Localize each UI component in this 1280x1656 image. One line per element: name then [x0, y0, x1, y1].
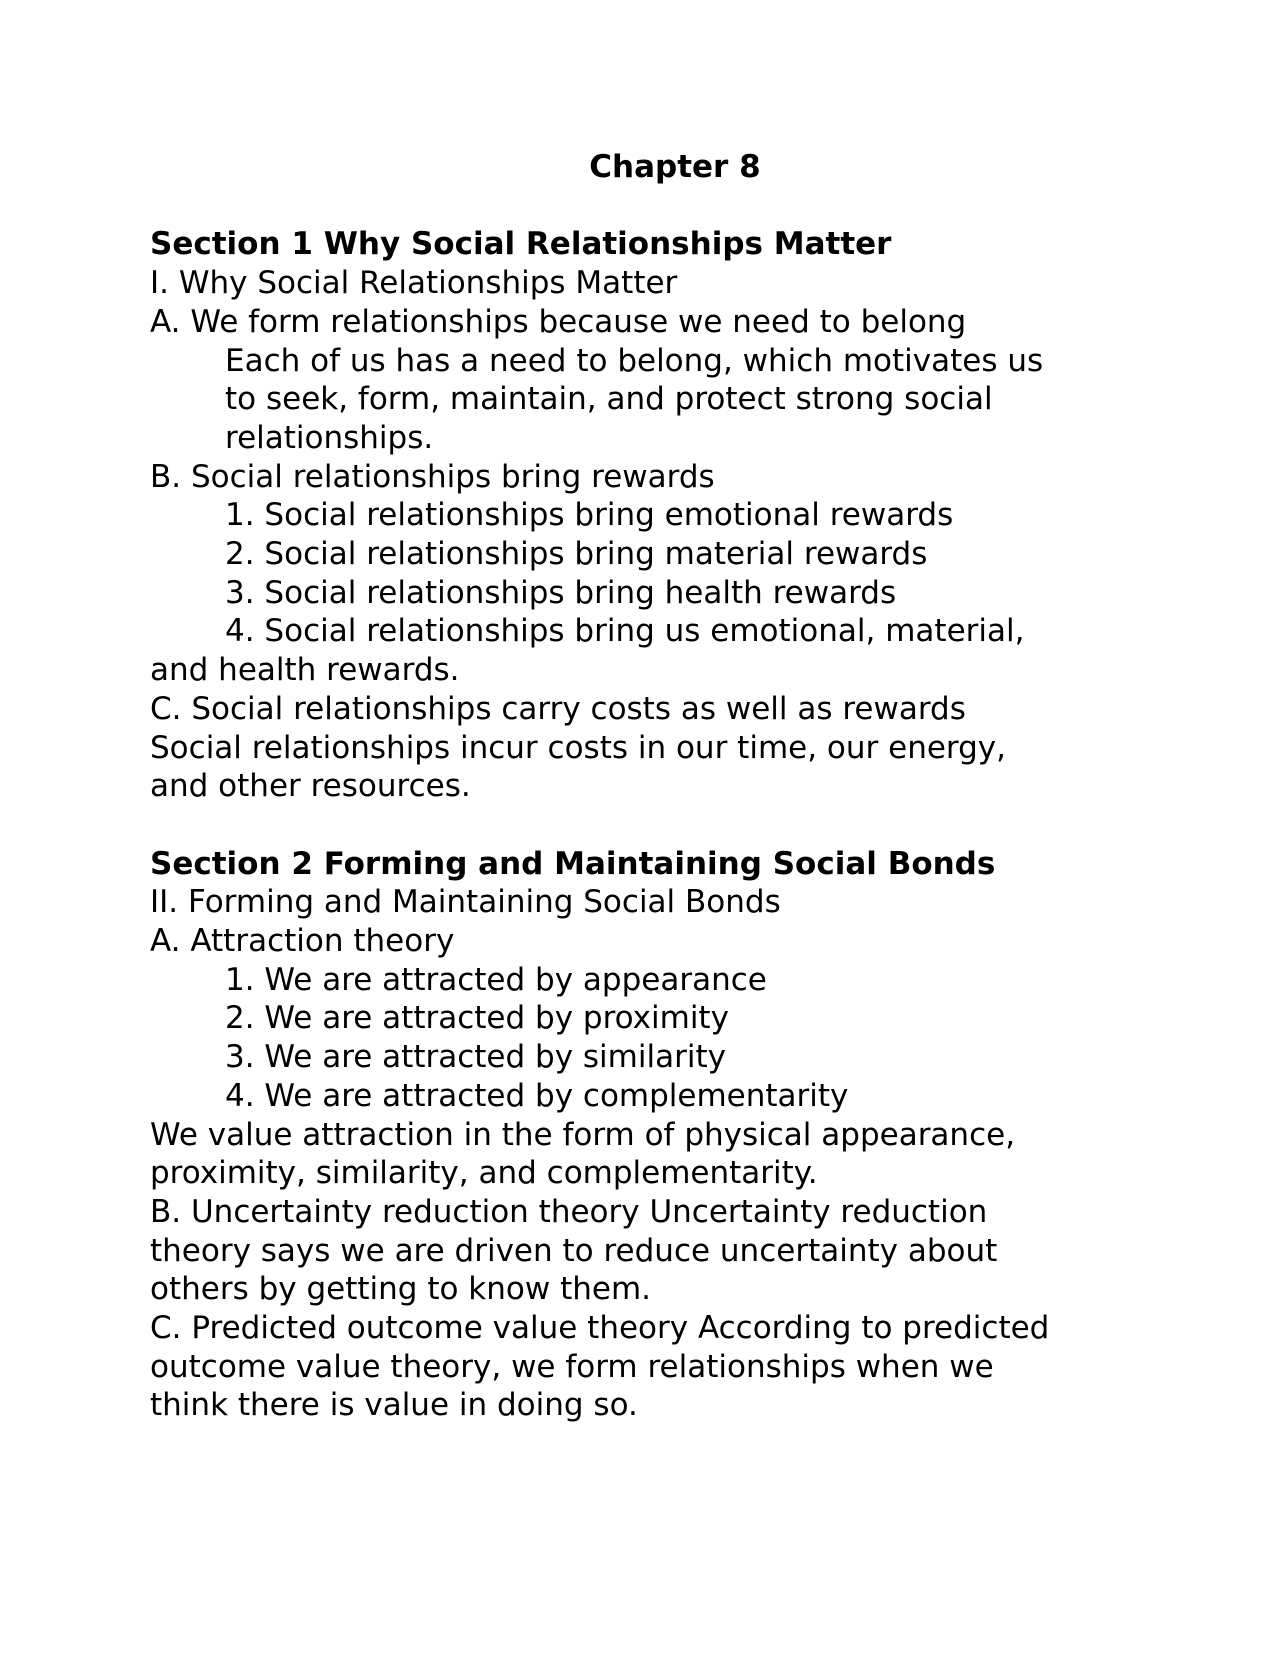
section-1-point-a: A. We form relationships because we need to belong: [150, 303, 967, 340]
document-page: [150, 148, 1140, 1425]
section-2-heading: Section 2 Forming and Maintaining Social Bonds: [150, 845, 996, 882]
section-1-point-b-item: 3. Social relationships bring health rewards: [225, 574, 897, 611]
section-1-heading: Section 1 Why Social Relationships Matter: [150, 226, 892, 263]
section-1-point-a-text: to seek, form, maintain, and protect strong social: [225, 381, 993, 418]
section-1-point-a-text: relationships.: [225, 419, 434, 456]
section-1-outline-title: I. Why Social Relationships Matter: [150, 265, 678, 302]
section-2-outline-title: II. Forming and Maintaining Social Bonds: [150, 884, 781, 921]
section-2-point-a-item: 3. We are attracted by similarity: [225, 1039, 726, 1076]
chapter-title: Chapter 8: [589, 149, 761, 185]
blank-line: [150, 187, 1140, 226]
section-1-point-b: B. Social relationships bring rewards: [150, 458, 715, 495]
section-2-point-c: think there is value in doing so.: [150, 1387, 638, 1424]
section-2-point-b: others by getting to know them.: [150, 1271, 651, 1308]
section-2-point-c: C. Predicted outcome value theory According to predicted: [150, 1310, 1050, 1347]
section-2-point-a-item: 1. We are attracted by appearance: [225, 961, 767, 998]
section-1-point-c-text: Social relationships incur costs in our time, our energy,: [150, 729, 1007, 766]
section-1-point-b-item: 4. Social relationships bring us emotional, material,: [225, 613, 1025, 650]
section-2-point-b: B. Uncertainty reduction theory Uncertainty reduction: [150, 1193, 988, 1230]
section-1-point-b-item-continuation: and health rewards.: [150, 652, 460, 689]
section-1-point-b-item: 2. Social relationships bring material rewards: [225, 536, 928, 573]
section-2-point-a-item: 2. We are attracted by proximity: [225, 1000, 729, 1037]
section-2-point-a-summary: We value attraction in the form of physical appearance,: [150, 1116, 1016, 1153]
blank-line: [150, 806, 1140, 845]
section-1-point-c: C. Social relationships carry costs as well as rewards: [150, 690, 966, 727]
section-1-point-b-item: 1. Social relationships bring emotional rewards: [225, 497, 954, 534]
section-1-point-a-text: Each of us has a need to belong, which motivates us: [225, 342, 1044, 379]
section-2-point-c: outcome value theory, we form relationships when we: [150, 1348, 994, 1385]
section-2-point-a-item: 4. We are attracted by complementarity: [225, 1077, 849, 1114]
section-2-point-a: A. Attraction theory: [150, 923, 455, 960]
section-1-point-c-text: and other resources.: [150, 768, 471, 805]
section-2-point-b: theory says we are driven to reduce uncertainty about: [150, 1232, 998, 1269]
section-2-point-a-summary: proximity, similarity, and complementarity.: [150, 1155, 818, 1192]
